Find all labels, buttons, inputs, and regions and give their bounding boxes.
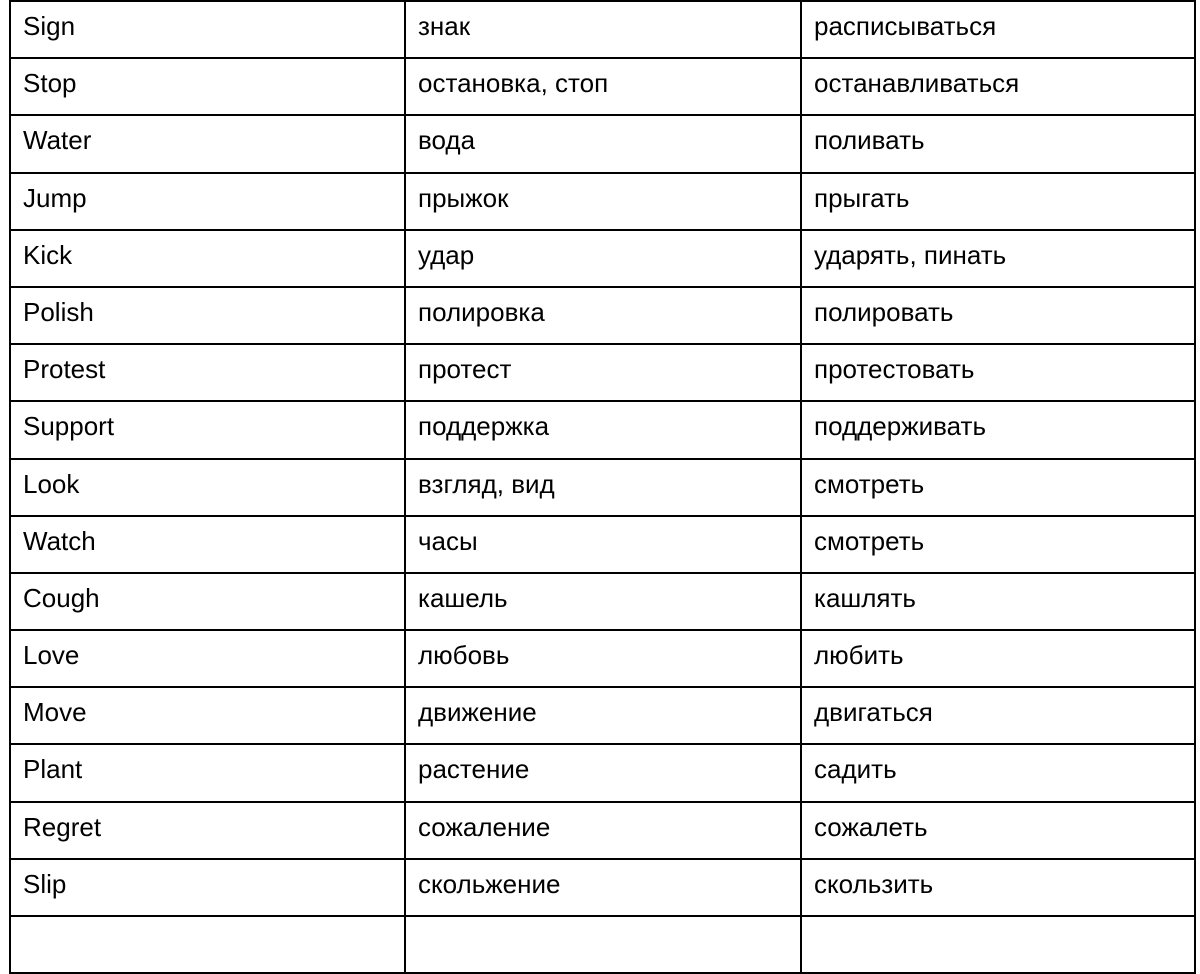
russian-noun-cell: сожаление	[405, 802, 801, 859]
russian-noun-cell: растение	[405, 744, 801, 801]
russian-noun-cell: протест	[405, 344, 801, 401]
russian-noun-cell: удар	[405, 230, 801, 287]
russian-verb-cell: садить	[801, 744, 1195, 801]
table-row	[10, 401, 1195, 458]
english-word-cell: Jump	[10, 173, 405, 230]
russian-noun-cell: поддержка	[405, 401, 801, 458]
russian-noun-cell: любовь	[405, 630, 801, 687]
russian-noun-cell: взгляд, вид	[405, 459, 801, 516]
english-word-cell: Water	[10, 115, 405, 172]
english-word-cell: Protest	[10, 344, 405, 401]
russian-verb-cell: смотреть	[801, 459, 1195, 516]
russian-verb-cell: ударять, пинать	[801, 230, 1195, 287]
russian-noun-cell: часы	[405, 516, 801, 573]
russian-verb-cell: прыгать	[801, 173, 1195, 230]
table-row-partial	[10, 916, 1195, 973]
empty-cell	[10, 916, 405, 973]
english-word-cell: Slip	[10, 859, 405, 916]
table-row	[10, 230, 1195, 287]
empty-cell	[405, 916, 801, 973]
russian-verb-cell: смотреть	[801, 516, 1195, 573]
russian-verb-cell: поливать	[801, 115, 1195, 172]
empty-cell	[801, 916, 1195, 973]
russian-verb-cell: кашлять	[801, 573, 1195, 630]
russian-noun-cell: вода	[405, 115, 801, 172]
table-row	[10, 58, 1195, 115]
russian-verb-cell: останавливаться	[801, 58, 1195, 115]
english-word-cell: Regret	[10, 802, 405, 859]
english-word-cell: Move	[10, 687, 405, 744]
english-word-cell: Plant	[10, 744, 405, 801]
vocabulary-table-container	[9, 0, 1194, 974]
english-word-cell: Love	[10, 630, 405, 687]
russian-noun-cell: движение	[405, 687, 801, 744]
table-row	[10, 173, 1195, 230]
table-row	[10, 115, 1195, 172]
vocabulary-table	[9, 0, 1196, 974]
table-row	[10, 516, 1195, 573]
russian-noun-cell: знак	[405, 1, 801, 58]
table-row	[10, 573, 1195, 630]
russian-noun-cell: скольжение	[405, 859, 801, 916]
russian-verb-cell: поддерживать	[801, 401, 1195, 458]
russian-noun-cell: остановка, стоп	[405, 58, 801, 115]
table-row	[10, 687, 1195, 744]
table-body	[10, 1, 1195, 973]
russian-verb-cell: любить	[801, 630, 1195, 687]
english-word-cell: Cough	[10, 573, 405, 630]
english-word-cell: Kick	[10, 230, 405, 287]
russian-noun-cell: кашель	[405, 573, 801, 630]
english-word-cell: Sign	[10, 1, 405, 58]
english-word-cell: Stop	[10, 58, 405, 115]
table-row	[10, 744, 1195, 801]
russian-verb-cell: двигаться	[801, 687, 1195, 744]
russian-noun-cell: полировка	[405, 287, 801, 344]
russian-verb-cell: протестовать	[801, 344, 1195, 401]
russian-verb-cell: полировать	[801, 287, 1195, 344]
table-row	[10, 630, 1195, 687]
russian-verb-cell: сожалеть	[801, 802, 1195, 859]
table-row	[10, 287, 1195, 344]
russian-verb-cell: расписываться	[801, 1, 1195, 58]
english-word-cell: Watch	[10, 516, 405, 573]
table-row	[10, 802, 1195, 859]
english-word-cell: Polish	[10, 287, 405, 344]
english-word-cell: Support	[10, 401, 405, 458]
table-row	[10, 859, 1195, 916]
english-word-cell: Look	[10, 459, 405, 516]
russian-noun-cell: прыжок	[405, 173, 801, 230]
table-row	[10, 459, 1195, 516]
russian-verb-cell: скользить	[801, 859, 1195, 916]
table-row	[10, 1, 1195, 58]
table-row	[10, 344, 1195, 401]
